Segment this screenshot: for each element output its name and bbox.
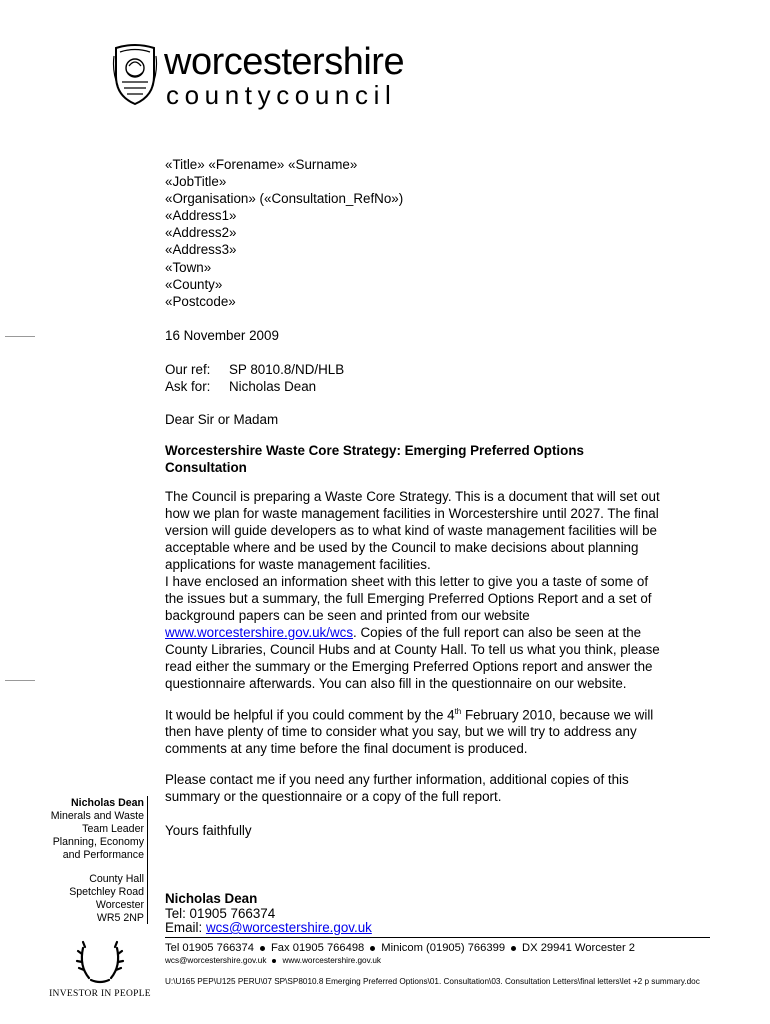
letter-date: 16 November 2009 [165, 328, 279, 343]
fold-mark-top [5, 336, 35, 337]
signature-tel: Tel: 01905 766374 [165, 906, 276, 921]
body-line [165, 624, 710, 641]
closing: Yours faithfully [165, 823, 252, 838]
body-line: acceptable where and be used by the Council to make decisions about planning [165, 540, 639, 555]
footer-email[interactable]: wcs@worcestershire.gov.uk [165, 956, 267, 965]
body-line: County Libraries, Council Hubs and at County Hall. To tell us what you think, please [165, 642, 660, 657]
sender-address [44, 873, 144, 925]
footer-dx: DX 29941 Worcester 2 [522, 942, 636, 954]
body-line: version will guide developers as to what kind of waste management facilities will be [165, 523, 657, 538]
investor-in-people-logo [40, 934, 160, 1004]
address-line: «Address1» [165, 208, 237, 224]
body-paragraph-3 [165, 703, 710, 757]
signature-name: Nicholas Dean [165, 891, 258, 906]
subject-heading: Worcestershire Waste Core Strategy: Emerging Preferred Options Consultation [165, 443, 584, 475]
body-line: how we plan for waste management facilities in Worcestershire until 2027. The final [165, 506, 659, 521]
signature-email-line [165, 921, 710, 935]
address-line: «County» [165, 276, 223, 292]
body-line: background papers can be seen and printed from our website [165, 608, 530, 623]
iip-label: INVESTOR IN PEOPLE [49, 989, 151, 999]
sender-details [44, 797, 144, 862]
body-line: read either the summary or the Emerging Preferred Options report and answer the [165, 659, 653, 674]
footer-tel: Tel 01905 766374 [165, 942, 254, 954]
body-line: the issues but a summary, the full Emerging Preferred Options Report and a set of [165, 591, 652, 606]
ask-for-label: Ask for: [165, 379, 211, 394]
address-line: «Town» [165, 259, 212, 275]
address-line: «Address3» [165, 242, 237, 258]
bullet-icon [260, 946, 265, 951]
bullet-icon [370, 946, 375, 951]
footer-web-line [165, 955, 381, 967]
sender-name: Nicholas Dean [70, 797, 144, 809]
sender-address-line: WR5 2NP [96, 912, 144, 924]
website-link[interactable]: www.worcestershire.gov.uk/wcs [165, 625, 354, 640]
address-line: «Title» «Forename» «Surname» [165, 157, 358, 172]
bullet-icon [511, 946, 516, 951]
address-line: «Postcode» [165, 293, 236, 309]
sender-address-line: Spetchley Road [69, 886, 144, 898]
email-label: Email: [165, 920, 206, 935]
footer-website[interactable]: www.worcestershire.gov.uk [282, 956, 382, 965]
footer-minicom: Minicom (01905) 766399 [381, 942, 506, 954]
sender-address-line: Worcester [95, 899, 144, 911]
our-ref-label: Our ref: [165, 362, 211, 377]
recipient-address [165, 156, 710, 310]
our-ref-value: SP 8010.8/ND/HLB [229, 362, 345, 377]
ask-for-value: Nicholas Dean [229, 379, 317, 394]
body-paragraph-1 [165, 488, 710, 692]
body-line: Please contact me if you need any further information, additional copies of this [165, 772, 629, 787]
signature-email-link[interactable]: wcs@worcestershire.gov.uk [205, 920, 372, 935]
laurel-wreath-icon [75, 934, 125, 986]
body-line [165, 703, 710, 723]
logo-wordmark-top: worcestershire [164, 41, 405, 83]
fold-mark-bottom [5, 680, 35, 681]
sender-role: Team Leader [82, 823, 144, 835]
body-line: I have enclosed an information sheet with this letter to give you a taste of some of [165, 574, 649, 589]
council-logo [112, 42, 442, 112]
body-line: The Council is preparing a Waste Core Strategy. This is a document that will set out [165, 489, 660, 504]
body-line: comments at any time before the final document is produced. [165, 741, 528, 757]
sender-department: and Performance [62, 849, 144, 861]
logo-wordmark-bottom: countycouncil [166, 80, 397, 110]
footer-fax: Fax 01905 766498 [270, 942, 365, 954]
ordinal-suffix: th [454, 707, 462, 716]
body-text: It would be helpful if you could comment by the 4 [165, 707, 455, 723]
reference-block [165, 361, 710, 395]
body-text: February 2010, because we will [461, 707, 654, 723]
signature-block [165, 890, 710, 935]
body-line: then have plenty of time to consider what you say, but we will try to address any [165, 724, 637, 740]
bullet-icon [272, 959, 276, 963]
body-line: applications for waste management facilities. [165, 557, 431, 572]
address-line: «Organisation» («Consultation_RefNo») [165, 191, 404, 207]
body-paragraph-4 [165, 771, 710, 805]
salutation: Dear Sir or Madam [165, 412, 279, 427]
footer-contact-line [165, 941, 635, 955]
body-line: summary or the questionnaire or a copy of the full report. [165, 789, 502, 804]
sender-address-line: County Hall [89, 873, 144, 885]
body-text: . Copies of the full report can also be seen at the [353, 625, 642, 640]
sidebar-rule [147, 796, 148, 924]
council-crest-icon [112, 42, 158, 106]
footer-rule [165, 937, 710, 938]
sender-department: Planning, Economy [52, 836, 144, 848]
address-line: «Address2» [165, 225, 237, 241]
address-line: «JobTitle» [165, 174, 227, 190]
sender-role: Minerals and Waste [50, 810, 144, 822]
body-line: questionnaire afterwards. You can also fill in the questionnaire on our website. [165, 676, 627, 691]
file-path: U:\U165 PEP\U125 PERU\07 SP\SP8010.8 Emerging Preferred Options\01. Consultation\03. Consultation Letters\final letters\let +2 p summary.doc [165, 977, 700, 986]
